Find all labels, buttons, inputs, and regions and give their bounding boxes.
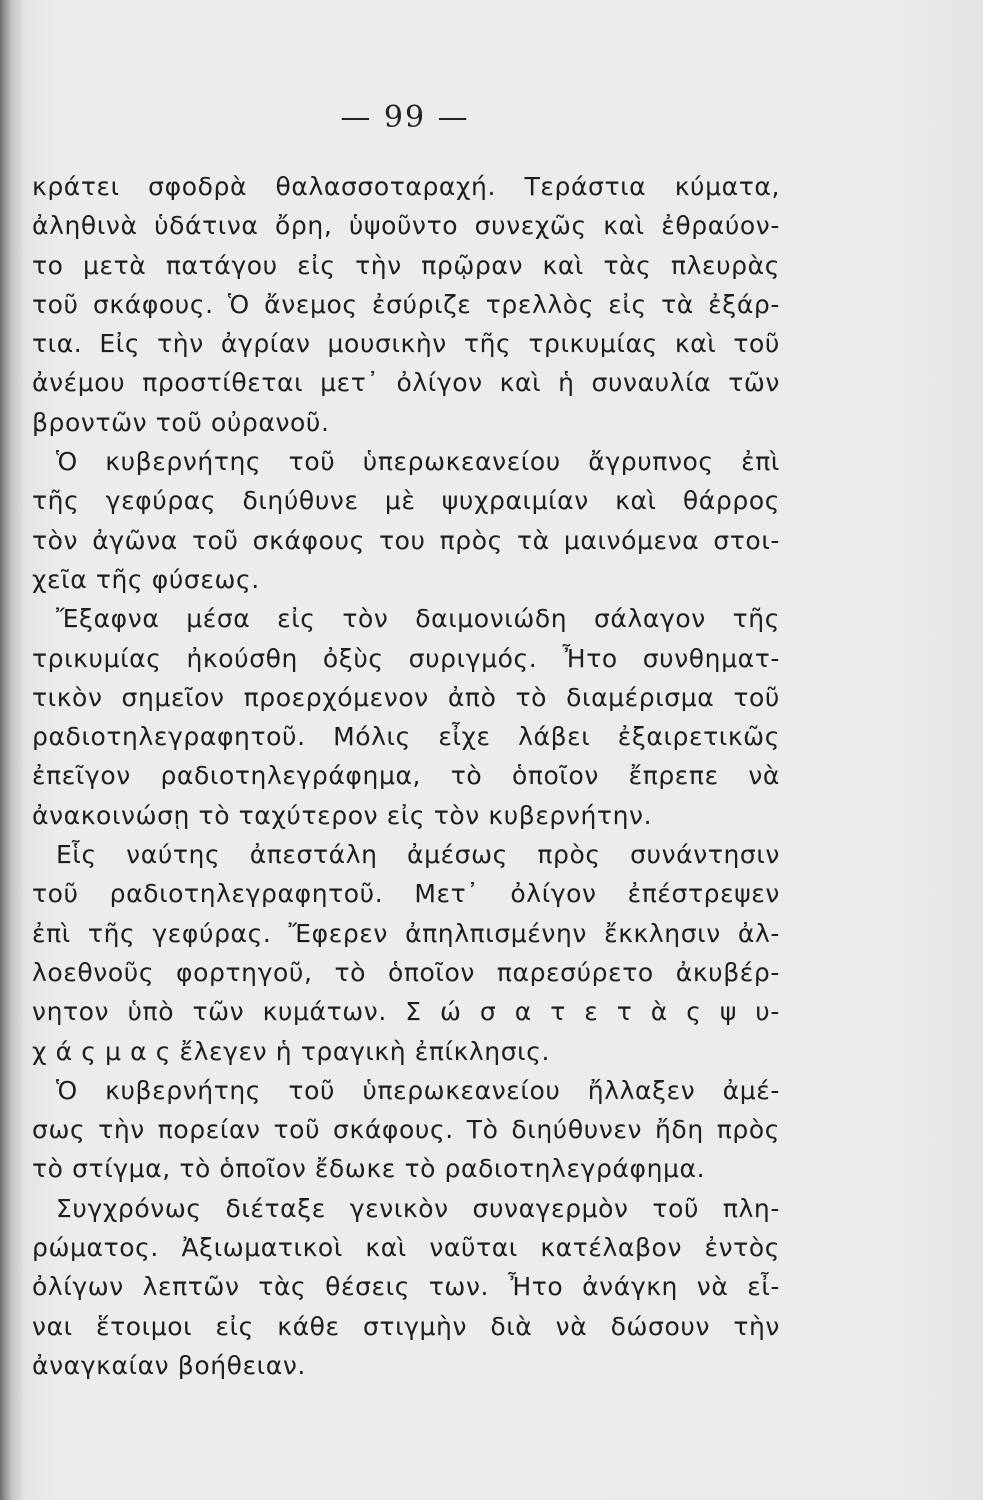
body-text (32, 167, 780, 1385)
text-line: ἀνέμου προστίθεται μετ᾽ ὀλίγον καὶ ἡ συναυλία τῶν (32, 368, 780, 398)
text-line: ἀναγκαίαν βοήθειαν. (32, 1350, 306, 1380)
text-line: τρικυμίας ἠκούσθη ὀξὺς συριγμός. Ἦτο συνθηματ- (32, 643, 780, 673)
text-line: ραδιοτηλεγραφητοῦ. Μόλις εἶχε λάβει ἐξαιρετικῶς (32, 722, 780, 752)
text-line: ρώματος. Ἀξιωματικοὶ καὶ ναῦται κατέλαβον ἐντὸς (32, 1233, 780, 1263)
text-line: Ὁ κυβερνήτης τοῦ ὑπερωκεανείου ἄγρυπνος ἐπὶ (56, 447, 780, 477)
text-line: λοεθνοῦς φορτηγοῦ, τὸ ὁποῖον παρεσύρετο ἀκυβέρ- (32, 957, 780, 987)
text-line: ἀληθινὰ ὑδάτινα ὄρη, ὑψοῦντο συνεχῶς καὶ ἐθραύον- (32, 211, 780, 241)
page-number: — 99 — (340, 100, 470, 135)
text-line: κράτει σφοδρὰ θαλασσοταραχή. Τεράστια κύματα, (32, 172, 780, 201)
text-line: Ἔξαφνα μέσα εἰς τὸν δαιμονιώδη σάλαγον τῆς (56, 604, 780, 634)
text-line: βροντῶν τοῦ οὐρανοῦ. (32, 407, 330, 437)
text-line: σως τὴν πορείαν τοῦ σκάφους. Τὸ διηύθυνεν ἤδη πρὸς (32, 1115, 780, 1145)
text-line: τικὸν σημεῖον προερχόμενον ἀπὸ τὸ διαμέρισμα τοῦ (32, 682, 780, 712)
text-line: Εἷς ναύτης ἀπεστάλη ἀμέσως πρὸς συνάντησιν (56, 840, 780, 870)
text-line: τὸν ἀγῶνα τοῦ σκάφους του πρὸς τὰ μαινόμενα στοι- (32, 525, 780, 555)
text-line: το μετὰ πατάγου εἰς τὴν πρῷραν καὶ τὰς πλευρὰς (32, 250, 780, 280)
text-line: τοῦ σκάφους. Ὁ ἄνεμος ἐσύριζε τρελλὸς εἰς τὰ ἐξάρ- (32, 289, 780, 319)
text-line: τῆς γεφύρας διηύθυνε μὲ ψυχραιμίαν καὶ θάρρος (32, 486, 780, 516)
text-line: ἀνακοινώσῃ τὸ ταχύτερον εἰς τὸν κυβερνήτην. (32, 800, 653, 830)
text-line: χεῖα τῆς φύσεως. (32, 564, 260, 594)
text-line: ἐπεῖγον ραδιοτηλεγράφημα, τὸ ὁποῖον ἔπρεπε νὰ (32, 761, 780, 791)
page-binding-edge (0, 0, 22, 1500)
text-line: τὸ στίγμα, τὸ ὁποῖον ἔδωκε τὸ ραδιοτηλεγράφημα. (32, 1154, 706, 1184)
text-line: τοῦ ραδιοτηλεγραφητοῦ. Μετ᾽ ὀλίγον ἐπέστρεψεν (32, 879, 780, 909)
text-line: τια. Εἰς τὴν ἀγρίαν μουσικὴν τῆς τρικυμίας καὶ τοῦ (32, 329, 780, 359)
text-line: ὀλίγων λεπτῶν τὰς θέσεις των. Ἦτο ἀνάγκη νὰ εἶ- (32, 1272, 780, 1302)
text-line: νητον ὑπὸ τῶν κυμάτων. Σ ώ σ α τ ε τ ὰ ς ψ υ- (32, 997, 780, 1027)
text-line: ναι ἕτοιμοι εἰς κάθε στιγμὴν διὰ νὰ δώσουν τὴν (32, 1311, 780, 1341)
text-line: ἐπὶ τῆς γεφύρας. Ἔφερεν ἀπηλπισμένην ἔκκλησιν ἀλ- (32, 918, 780, 948)
text-line: Ὁ κυβερνήτης τοῦ ὑπερωκεανείου ἤλλαξεν ἀμέ- (56, 1075, 780, 1105)
text-line: Συγχρόνως διέταξε γενικὸν συναγερμὸν τοῦ πλη- (56, 1193, 780, 1223)
text-line: χ ά ς μ α ς ἔλεγεν ἡ τραγικὴ ἐπίκλησις. (32, 1036, 551, 1066)
